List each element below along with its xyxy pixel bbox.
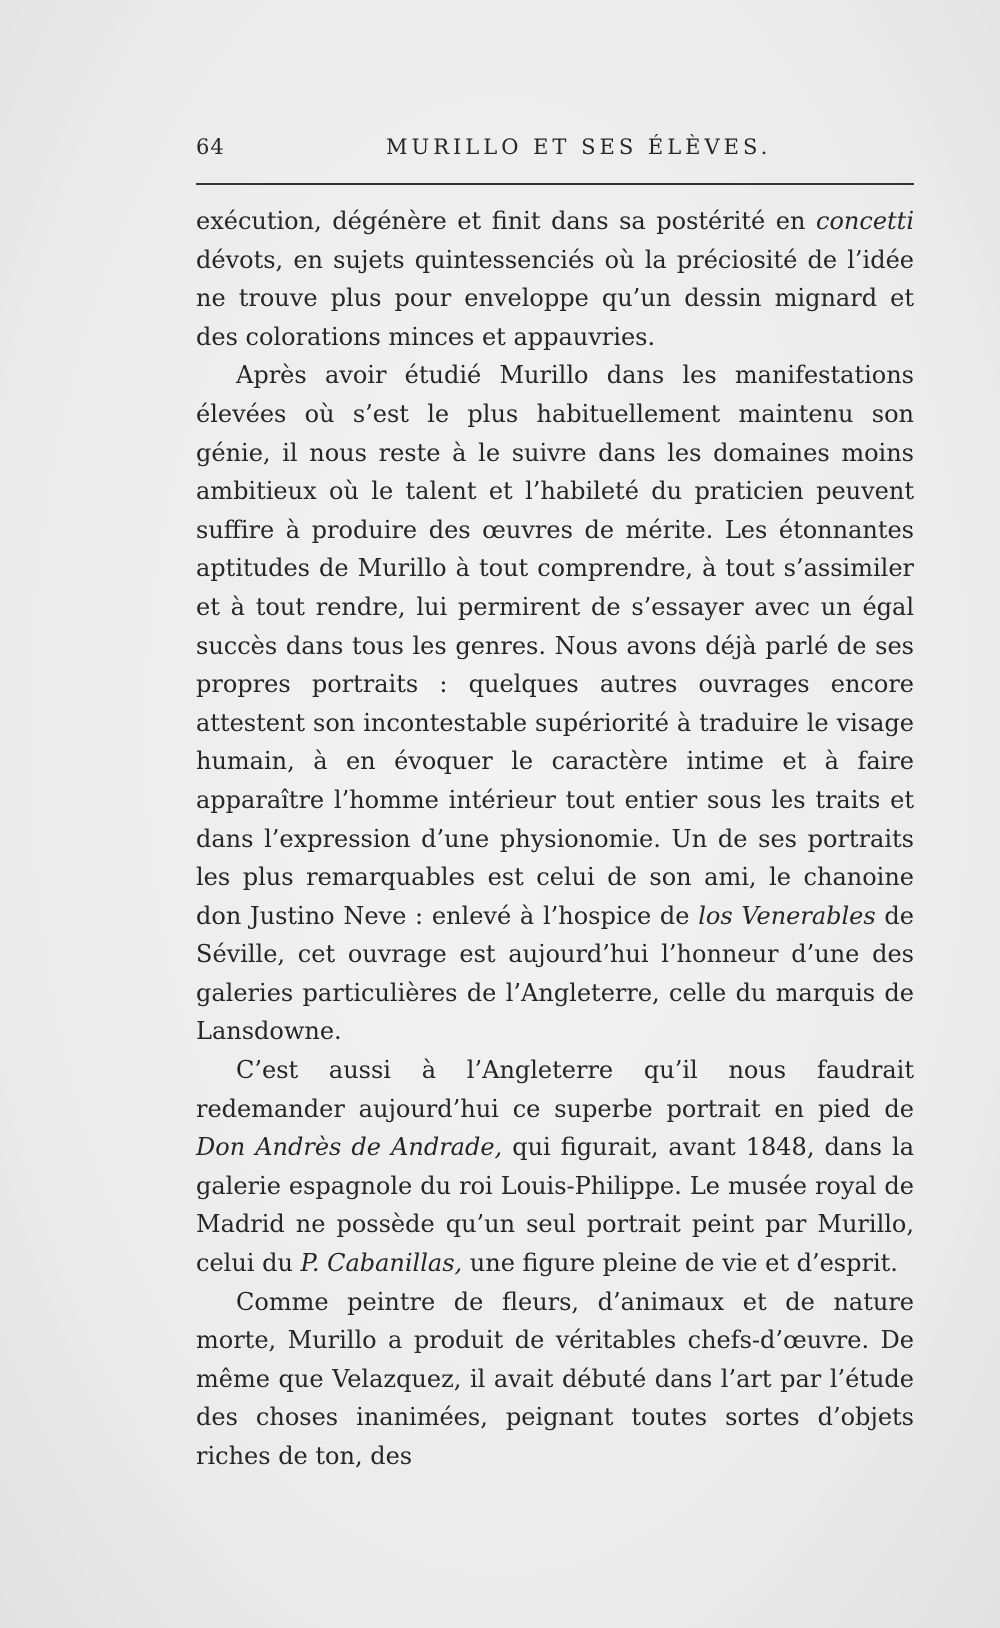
- text-run: de Séville, cet ouvrage est aujourd’hui l’honneur d’une des galeries particulières de l’Angleterre, celle du marquis de Lansdowne.: [196, 901, 915, 1046]
- body-text: [196, 202, 914, 1476]
- paragraph-continuation: [196, 202, 914, 356]
- text-run: une figure pleine de vie et d’esprit.: [462, 1249, 898, 1278]
- paragraph-andrade: [196, 1051, 914, 1283]
- text-run: dévots, en sujets quintessenciés où la préciosité de l’idée ne trouve plus pour enveloppe qu’un dessin mignard et des colorations minces et appauvries.: [196, 245, 914, 351]
- page-header: [196, 135, 912, 169]
- text-run: Après avoir étudié Murillo dans les manifestations élevées où s’est le plus habituellement maintenu son génie, il nous reste à le suivre dans les domaines moins ambitieux où le talent et l’habileté du praticien peuvent suffire à produire des œuvres de mérite. Les étonnantes aptitudes de Murillo à tout comprendre, à tout s’assimiler et à tout rendre, lui permirent de s’essayer avec un égal succès dans tous les genres. Nous avons déjà parlé de ses propres portraits : quelques autres ouvrages encore attestent son incontestable supériorité à traduire le visage humain, à en évoquer le caractère intime et à faire apparaître l’homme intérieur tout entier sous les traits et dans l’expression d’une physionomie. Un de ses portraits les plus remarquables est celui de son ami, le chanoine don Justino Neve : enlevé à l’hospice de: [196, 361, 914, 930]
- running-title: MURILLO ET SES ÉLÈVES.: [386, 135, 772, 159]
- paragraph-still-life: [196, 1283, 914, 1476]
- italic-term: concetti: [816, 207, 914, 235]
- text-run: qui figurait, avant 1848, dans la galerie espagnole du roi Louis-Philippe. Le musée royal de Madrid ne possède qu’un seul portrait peint par Murillo, celui du: [196, 1133, 914, 1278]
- page-number: 64: [196, 135, 225, 159]
- text-run: C’est aussi à l’Angleterre qu’il nous faudrait redemander aujourd’hui ce superbe portrait en pied de: [196, 1056, 914, 1123]
- italic-term: Don Andrès de Andrade,: [196, 1133, 503, 1162]
- paragraph-portraits: [196, 356, 914, 1051]
- header-rule: [196, 183, 914, 185]
- text-run: Comme peintre de fleurs, d’animaux et de nature morte, Murillo a produit de véritables chefs-d’œuvre. De même que Velazquez, il avait débuté dans l’art par l’étude des choses inanimées, peignant toutes sortes d’objets riches de ton, des: [196, 1287, 914, 1470]
- text-run: exécution, dégénère et finit dans sa postérité en: [196, 207, 817, 235]
- italic-term: P. Cabanillas,: [300, 1249, 463, 1278]
- italic-term: los Venerables: [698, 901, 876, 930]
